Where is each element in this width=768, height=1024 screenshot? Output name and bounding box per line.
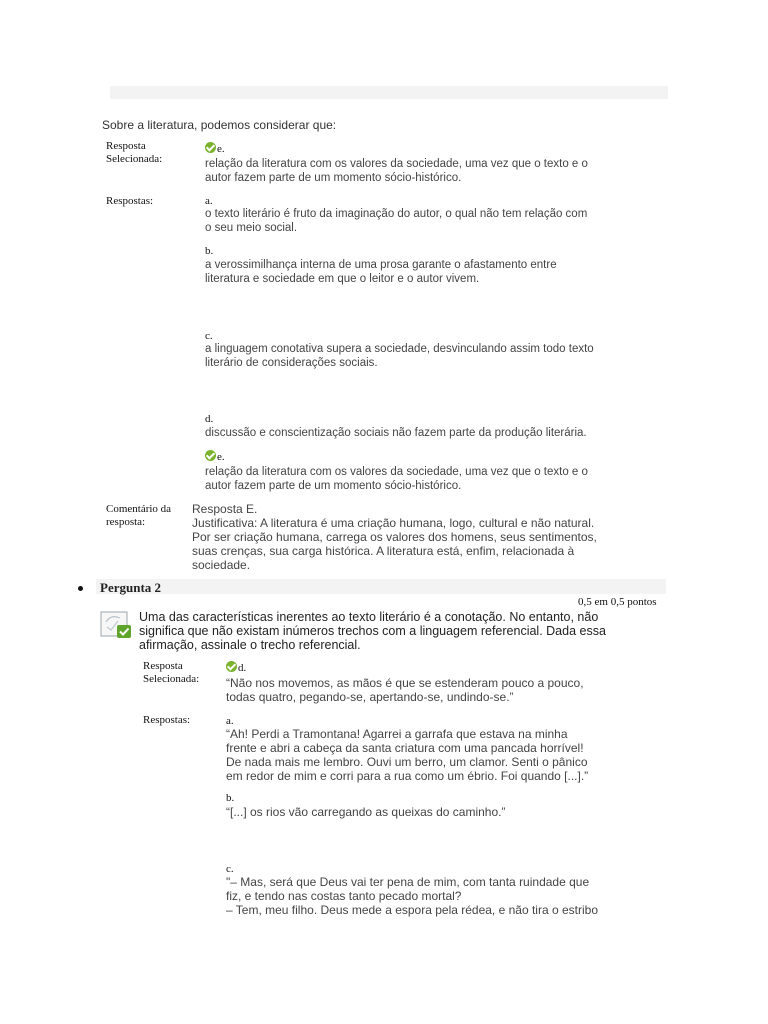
selected-answer-letter: e. (205, 142, 225, 155)
question-1-text: Sobre a literatura, podemos considerar que: (102, 118, 337, 132)
answer-option-text: o texto literário é fruto da imaginação do autor, o qual não tem relação com o seu meio social. (205, 208, 588, 234)
question-2-title: Pergunta 2 (100, 580, 162, 595)
correct-question-icon (100, 609, 132, 639)
top-divider-bar (110, 86, 668, 99)
answer-option-text: a linguagem conotativa supera a sociedade, desvinculando assim todo texto literário de considerações sociais. (205, 343, 594, 369)
answers-label: Respostas: (143, 714, 191, 726)
selected-answer-text: relação da literatura com os valores da sociedade, uma vez que o texto e o autor fazem parte de um momento sócio-histórico. (205, 158, 588, 184)
question-2-points: 0,5 em 0,5 pontos (578, 596, 657, 608)
answer-option-text: “Ah! Perdi a Tramontana! Agarrei a garrafa que estava na minha frente e abri a cabeça da santa criatura com uma pancada horrível! De nada mais me lembro. Ouvi um berro, um clamor. Senti o pânico em redor de mim e corri para a rua como um ébrio. Foi quando [...].” (226, 727, 589, 783)
answer-option-letter: a. (226, 715, 234, 727)
correct-check-icon (205, 450, 216, 461)
answer-option-letter: b. (226, 792, 235, 804)
answer-option-letter: c. (205, 330, 213, 342)
answer-option-letter: b. (205, 245, 214, 257)
correct-check-icon (226, 661, 237, 672)
answer-option-text: "– Mas, será que Deus vai ter pena de mim, com tanta ruindade que fiz, e tendo nas costas tanto pecado mortal? – Tem, meu filho. Deus mede a espora pela rédea, e não tira o estribo (226, 875, 598, 917)
answer-option-text: “[...] os rios vão carregando as queixas do caminho.” (226, 805, 506, 819)
comment-text: Justificativa: A literatura é uma criação humana, logo, cultural e não natural. Por ser criação humana, carrega os valores dos homens, seus sentimentos, suas crenças, sua carga histórica. A literatura está, enfim, relacionada à sociedade. (192, 516, 597, 572)
bullet-icon (78, 586, 83, 591)
answer-option-text: discussão e conscientização sociais não fazem parte da produção literária. (205, 427, 587, 439)
answer-option-letter: d. (205, 413, 214, 425)
answer-option-letter: e. (205, 450, 225, 463)
comment-label: Comentário da resposta: (106, 503, 172, 528)
question-2-text: Uma das características inerentes ao texto literário é a conotação. No entanto, não significa que não existam inúmeros trechos com a linguagem referencial. Dada essa afirmação, assinale o trecho referencial. (139, 610, 606, 652)
answer-option-letter: c. (226, 863, 234, 875)
selected-answer-letter: d. (226, 661, 246, 674)
comment-title: Resposta E. (192, 502, 258, 516)
selected-answer-label: Resposta Selecionada: (143, 660, 200, 685)
answers-label: Respostas: (106, 195, 154, 207)
selected-answer-text: “Não nos movemos, as mãos é que se estenderam pouco a pouco, todas quatro, pegando-se, apertando-se, undindo-se.” (226, 676, 584, 704)
correct-check-icon (205, 142, 216, 153)
question-2-header-bar (96, 579, 666, 594)
selected-answer-label: Resposta Selecionada: (106, 140, 163, 165)
answer-option-text: a verossimilhança interna de uma prosa garante o afastamento entre literatura e sociedade em que o leitor e o autor vivem. (205, 259, 557, 285)
answer-option-letter: a. (205, 195, 213, 207)
answer-option-text: relação da literatura com os valores da sociedade, uma vez que o texto e o autor fazem parte de um momento sócio-histórico. (205, 466, 588, 492)
